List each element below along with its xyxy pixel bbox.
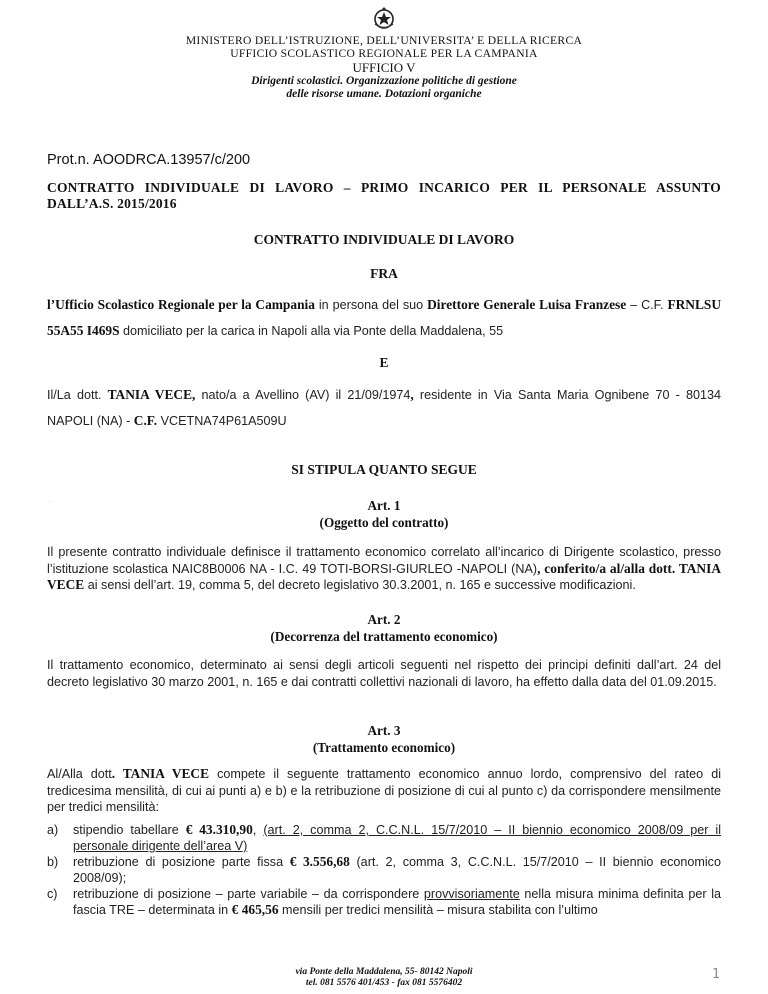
party-two-paragraph: Il/La dott. TANIA VECE, nato/a a Avellino (AV) il 21/09/1974, residente in Via Santa Maria Ognibene 70 - 80134 NAPOLI (NA) - C.F. VCETNA74P61A509U: [47, 387, 721, 428]
italian-republic-emblem-icon: [371, 6, 397, 30]
document-title: CONTRATTO INDIVIDUALE DI LAVORO – PRIMO INCARICO PER IL PERSONALE ASSUNTO DALL’A.S. 2015/2016: [47, 180, 721, 211]
art1-text: Il presente contratto individuale definisce il trattamento economico correlato all’incarico di Dirigente scolastico, presso l’istituzione scolastica NAIC8B0006 NA - I.C. 49 TOTI-BORSI-GIURLEO -NAPOLI (NA), conferito/a al/alla dott. TANIA VECE ai sensi dell’art. 19, comma 5, del decreto legislativo 30.3.2001, n. 165 e successive modificazioni.: [47, 545, 721, 592]
protocol-number: Prot.n. AOODRCA.13957/c/200: [47, 152, 251, 168]
art1-number: Art. 1: [367, 498, 401, 513]
header-ministry: MINISTERO DELL’ISTRUZIONE, DELL’UNIVERSITA’ E DELLA RICERCA: [185, 34, 583, 47]
salary-items-list: [47, 822, 721, 918]
art1-name: TANIA VECE: [47, 560, 721, 592]
fixed-position-amount: € 3.556,68: [289, 854, 350, 869]
e-label: E: [379, 355, 389, 370]
fra-label: FRA: [370, 266, 398, 281]
header-office: UFFICIO V: [352, 60, 416, 75]
party-one-director: Direttore Generale Luisa Franzese: [427, 297, 627, 312]
page-number: 1: [712, 967, 720, 982]
party-one-office: l’Ufficio Scolastico Regionale per la Campania: [47, 297, 315, 312]
art2-number: Art. 2: [367, 612, 401, 627]
art1-heading: (Oggetto del contratto): [319, 515, 449, 530]
party-two-name: TANIA VECE,: [107, 387, 196, 402]
party-two-tax-code-label: C.F.: [133, 413, 158, 428]
art3-text: Al/Alla dott. TANIA VECE compete il seguente trattamento economico annuo lordo, comprensivo del rateo di tredicesima mensilità, di cui ai punti a) e b) e la retribuzione di posizione di cui al punto c) da corrispondere mensilmente per tredici mensilità:: [47, 766, 722, 814]
art3-heading: (Trattamento economico): [312, 740, 456, 755]
stipula-heading: SI STIPULA QUANTO SEGUE: [291, 462, 477, 477]
header-subtitle-1: Dirigenti scolastici. Organizzazione politiche di gestione: [251, 75, 517, 87]
footer-address: via Ponte della Maddalena, 55- 80142 Napoli tel. 081 5576 401/453 - fax 081 5576402: [295, 967, 473, 988]
art2-heading: (Decorrenza del trattamento economico): [270, 629, 498, 644]
art3-name: TANIA VECE: [122, 766, 210, 781]
variable-position-amount: € 465,56: [231, 902, 279, 917]
list-item: b) retribuzione di posizione parte fissa € 3.556,68 (art. 2, comma 3, C.C.N.L. 15/7/2010 – II biennio economico 2008/09);: [47, 854, 721, 885]
base-salary-amount: € 43.310,90: [185, 822, 253, 837]
header-subtitle-2: delle risorse umane. Dotazioni organiche: [286, 88, 482, 100]
art3-number: Art. 3: [367, 723, 401, 738]
list-item: a) stipendio tabellare € 43.310,90, (art. 2, comma 2, C.C.N.L. 15/7/2010 – II biennio economico 2008/09 per il personale dirigente dell’area V): [47, 822, 722, 853]
party-one-tax-code: FRNLSU 55A55 I469S: [47, 297, 722, 338]
list-item: c) retribuzione di posizione – parte variabile – da corrispondere provvisoriamente nella misura minima definita per la fascia TRE – determinata in € 465,56 mensili per tredici mensilità – misura stabilita con l’ultimo: [47, 887, 721, 917]
contract-title: CONTRATTO INDIVIDUALE DI LAVORO: [253, 232, 515, 247]
document-page: MINISTERO DELL’ISTRUZIONE, DELL’UNIVERSITA’ E DELLA RICERCA UFFICIO SCOLASTICO REGIONALE PER LA CAMPANIA UFFICIO V Dirigenti scolastici. Organizzazione politiche di gestione delle risorse umane. Dotazioni organiche Prot.n. AOODRCA.13957/c/200 CONTRATTO INDIVIDUALE DI LAVORO – PRIMO INCARICO PER IL PERSONALE ASSUNTO DALL’A.S. 2015/2016 CONTRATTO INDIVIDUALE DI LAVORO FRA l’Ufficio Scolastico Regionale per la Campania in persona del suo Direttore Generale Luisa Franzese – C.F. FRNLSU 55A55 I469S domiciliato per la carica in Napoli alla via Ponte della Maddalena, 55 E Il/La dott. TANIA VECE, nato/a a Avellino (AV) il 21/09/1974, residente in Via Santa Maria Ognibene 70 - 80134 NAPOLI (NA) - C.F. VCETNA74P61A509U SI STIPULA QUANTO SEGUE . Art. 1 (Oggetto del contratto) Il presente contratto individuale definisce il trattamento economico correlato all’incarico di Dirigente scolastico, presso l’istituzione scolastica NAIC8B0006 NA - I.C. 49 TOTI-BORSI-GIURLEO -NAPOLI (NA), conferito/a al/alla dott. TANIA VECE ai sensi dell’art. 19, comma 5, del decreto legislativo 30.3.2001, n. 165 e successive modificazioni. Art. 2 (Decorrenza del trattamento economico) Il trattamento economico, determinato ai sensi degli articoli seguenti nel rispetto dei principi definiti dall’art. 24 del decreto legislativo 30 marzo 2001, n. 165 e dai contratti collettivi nazionali di lavoro, ha effetto dalla data del 01.09.2015. Art. 3 (Trattamento economico) Al/Alla dott. TANIA VECE compete il seguente trattamento economico annuo lordo, comprensivo del rateo di tredicesima mensilità, di cui ai punti a) e b) e la retribuzione di posizione di cui al punto c) da corrispondere mensilmente per tredici mensilità: a) stipendio tabellare € 43.310,90, (art. 2, comma 2, C.C.N.L. 15/7/2010 – II biennio economico 2008/09 per il personale dirigente dell’area V) b) retribuzione di posizione parte fissa € 3.556,68 (art. 2, comma 3, C.C.N.L. 15/7/2010 – II biennio economico 2008/09); c) retribuzione di posizione – parte variabile – da corrispondere provvisoriamente nella misura minima definita per la fascia TRE – determinata in € 465,56 mensili per tredici mensilità – misura stabilita con l’ultimo via Ponte della Maddalena, 55- 80142 Napoli tel. 081 5576 401/453 - fax 081 5576402 1: [0, 0, 768, 994]
art2-text: Il trattamento economico, determinato ai sensi degli articoli seguenti nel rispetto dei principi definiti dall’art. 24 del decreto legislativo 30 marzo 2001, n. 165 e dai contratti collettivi nazionali di lavoro, ha effetto dalla data del 01.09.2015.: [47, 658, 721, 689]
party-one-paragraph: l’Ufficio Scolastico Regionale per la Campania in persona del suo Direttore Generale Luisa Franzese – C.F. FRNLSU 55A55 I469S domiciliato per la carica in Napoli alla via Ponte della Maddalena, 55: [47, 297, 722, 338]
header-regional-office: UFFICIO SCOLASTICO REGIONALE PER LA CAMPANIA: [230, 47, 538, 60]
party-two-tax-code: VCETNA74P61A509U: [157, 414, 287, 428]
